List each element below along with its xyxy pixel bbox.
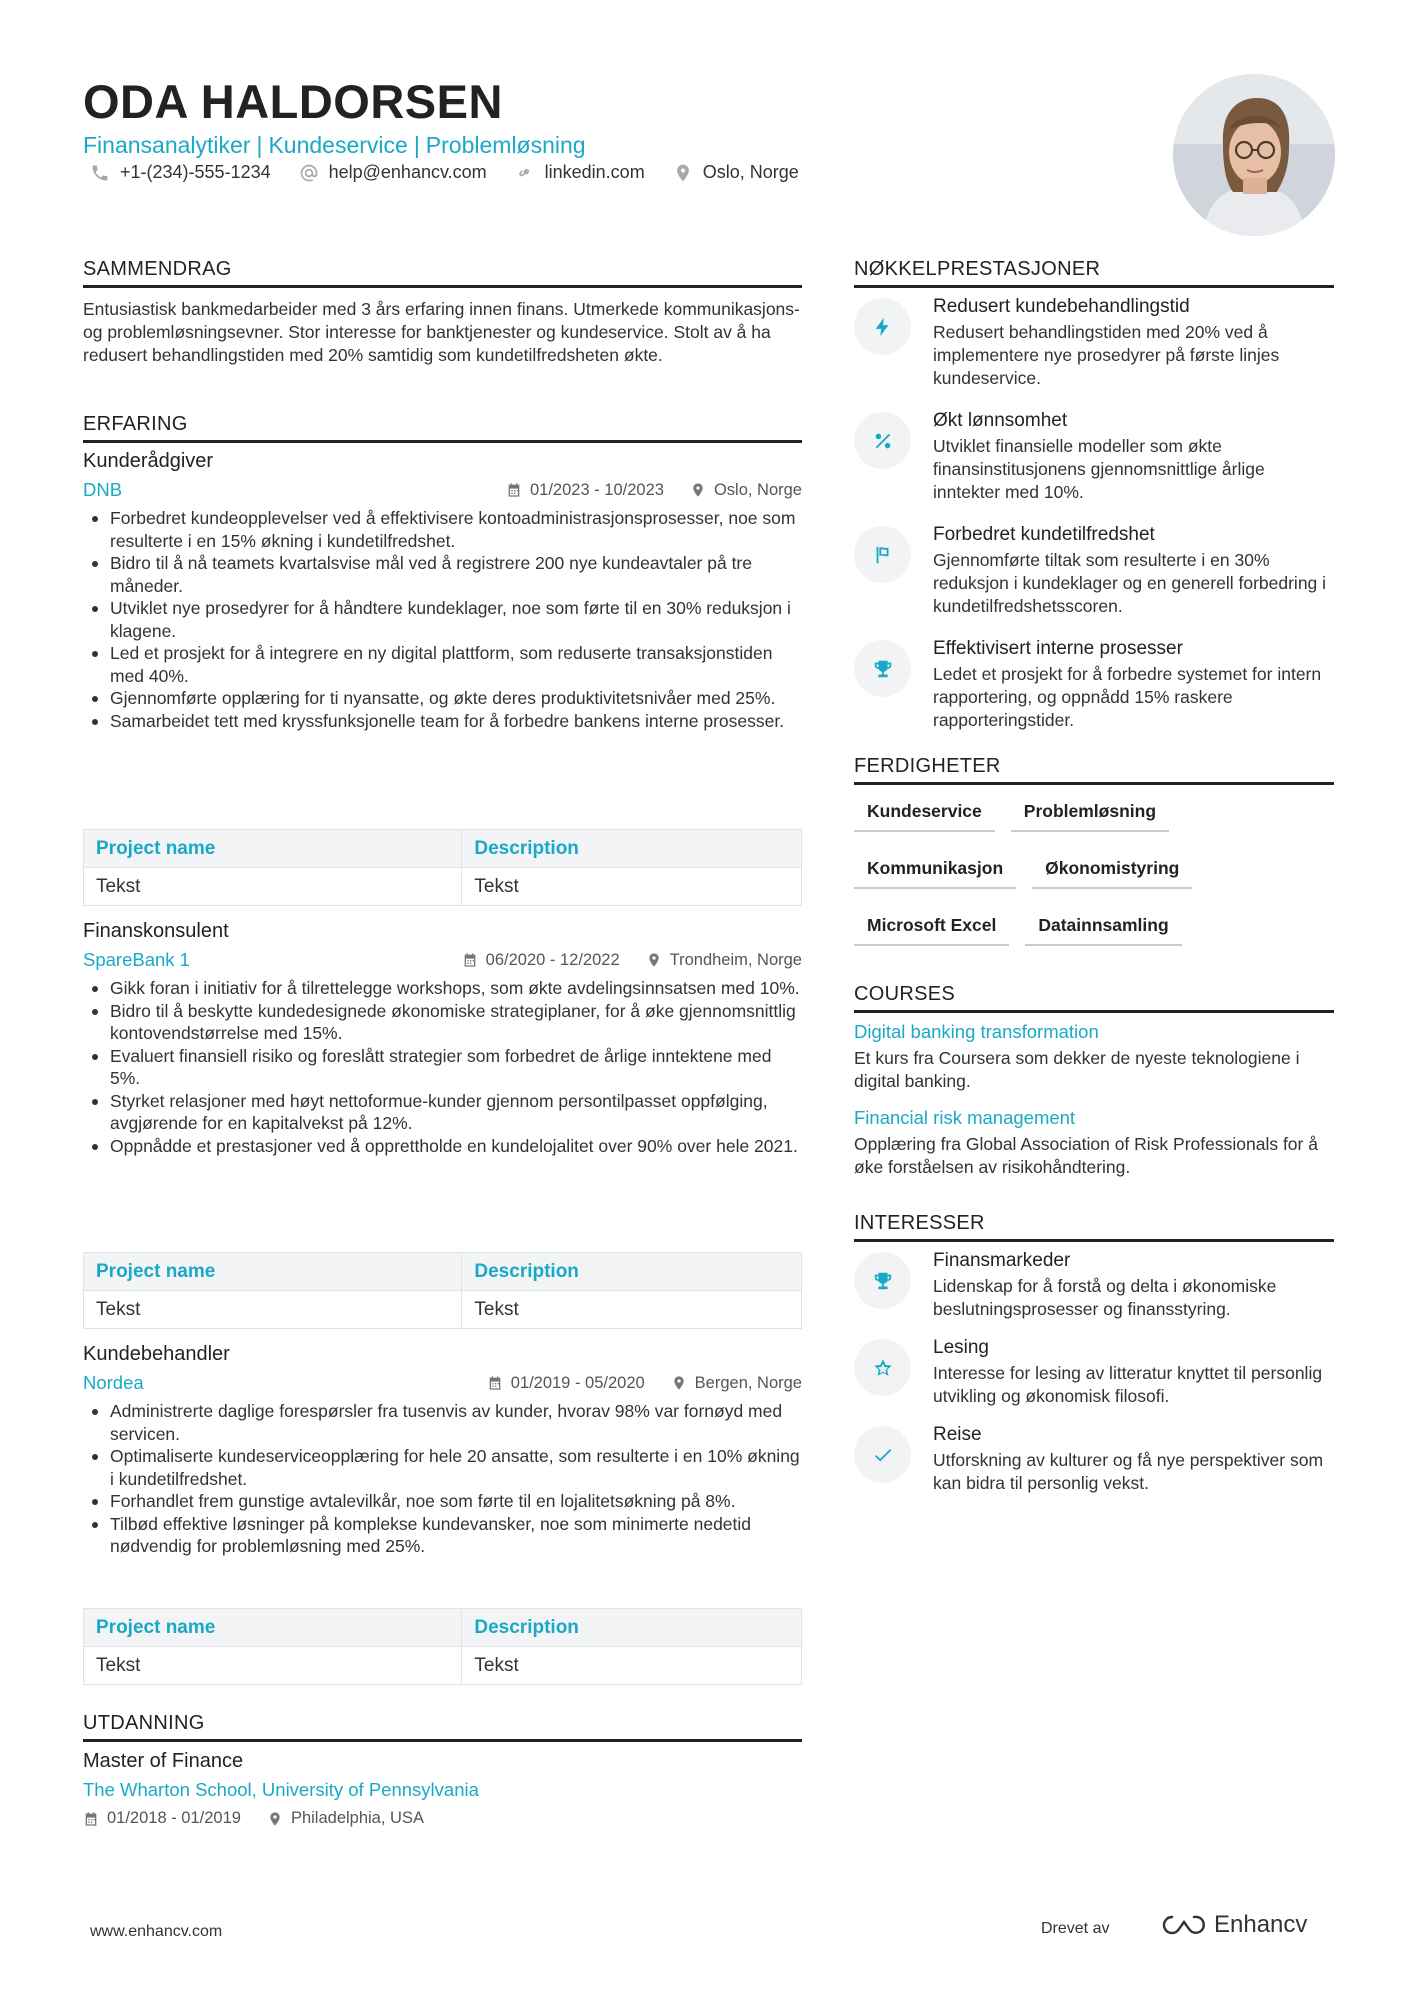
job-entry [83,450,802,732]
description-cell: Tekst [462,1291,802,1329]
description-header: Description [462,830,802,868]
star-icon [854,1339,911,1396]
enhancv-logo-text: Enhancv [1214,1911,1308,1938]
description-cell: Tekst [462,868,802,906]
job-bullet: Forbedret kundeopplevelser ved å effektivisere kontoadministrasjonsprosesser, noe som resulterte i en 15% økning i kundetilfredshet. [83,507,802,552]
achievement-title: Forbedret kundetilfredshet [933,524,1155,545]
achievement-desc: Ledet et prosjekt for å forbedre systemet for intern rapportering, og oppnådd 15% raskere rapporteringstider. [933,664,1322,730]
job-bullet: Led et prosjekt for å integrere en ny digital plattform, som reduserte transaksjonstiden med 40%. [83,642,802,687]
company-name[interactable]: SpareBank 1 [83,949,190,970]
job-bullet: Tilbød effektive løsninger på komplekse kundevansker, noe som minimerte nedetid nødvendig for problemløsning med 25%. [83,1513,802,1558]
description-cell: Tekst [462,1647,802,1685]
interest-item [854,1250,1334,1321]
achievement-item [854,524,1334,618]
calendar-icon [487,1375,503,1391]
footer-powered-by: Drevet av [1041,1920,1110,1937]
job-dates: 06/2020 - 12/2022 [485,950,620,969]
project-table [83,1608,802,1685]
section-title-interests: INTERESSER [854,1212,1334,1242]
skill-tag: Microsoft Excel [854,903,1009,946]
job-bullet: Gjennomførte opplæring for ti nyansatte, og økte deres produktivitetsnivåer med 25%. [83,687,802,710]
section-title-education: UTDANNING [83,1712,802,1742]
achievement-item [854,296,1334,390]
contact-bar [90,162,799,183]
achievement-title: Redusert kundebehandlingstid [933,296,1190,317]
course-desc: Et kurs fra Coursera som dekker de nyeste teknologiene i digital banking. [854,1048,1300,1091]
interest-desc: Utforskning av kulturer og få nye perspektiver som kan bidra til personlig vekst. [933,1450,1324,1493]
headline-separator: | [256,132,263,158]
phone-text: +1-(234)-555-1234 [120,162,271,182]
skill-tag: Kundeservice [854,789,995,832]
candidate-name: ODA HALDORSEN [83,75,503,128]
achievement-item [854,638,1334,732]
school-name[interactable]: The Wharton School, University of Pennsylvania [83,1779,479,1800]
project-name-header: Project name [84,830,462,868]
job-bullet: Bidro til å beskytte kundedesignede økonomiske strategiplaner, for å øke gjennomsnittlig kontovendstørrelse med 15%. [83,1000,802,1045]
project-name-cell: Tekst [84,1647,462,1685]
trophy-icon [854,1252,911,1309]
job-title: Kundebehandler [83,1343,230,1365]
location-pin-icon [671,1375,687,1391]
interest-item [854,1424,1334,1495]
job-bullet: Utviklet nye prosedyrer for å håndtere kundeklager, noe som førte til en 30% reduksjon i klagene. [83,597,802,642]
job-entry [83,1343,802,1558]
interest-item [854,1337,1334,1408]
description-header: Description [462,1609,802,1647]
contact-linkedin[interactable] [515,162,645,183]
interest-desc: Interesse for lesing av litteratur knyttet til personlig utvikling og økonomisk filosofi. [933,1363,1323,1406]
skill-tag: Kommunikasjon [854,846,1016,889]
experience-section [83,413,802,443]
summary-section [83,258,802,367]
course-title[interactable]: Financial risk management [854,1107,1076,1128]
courses-section [854,983,1334,1179]
section-title-achievements: NØKKELPRESTASJONER [854,258,1334,288]
trophy-icon [854,640,911,697]
achievement-desc: Gjennomførte tiltak som resulterte i en 30% reduksjon i kundeklager og en generell forbedring i kundetilfredshetsscoren. [933,550,1327,616]
job-bullet: Oppnådde et prestasjoner ved å opprettholde en kundelojalitet over 90% over hele 2021. [83,1135,802,1158]
location-text: Oslo, Norge [702,162,799,182]
contact-location [673,162,799,183]
achievements-section [854,258,1334,732]
phone-icon [90,163,110,183]
company-name[interactable]: DNB [83,479,123,500]
enhancv-logo-icon [1160,1913,1206,1937]
education-location: Philadelphia, USA [290,1809,424,1827]
achievement-desc: Redusert behandlingstiden med 20% ved å implementere nye prosedyrer på første linjes kundeservice. [933,322,1280,388]
job-dates: 01/2023 - 10/2023 [530,480,664,499]
headline-role-1: Finansanalytiker [83,132,251,158]
job-bullet: Bidro til å nå teamets kvartalsvise mål ved å registrere 200 nye kundeavtaler på tre måneder. [83,552,802,597]
skills-section [854,755,1334,960]
location-pin-icon [267,1811,283,1827]
skill-tag: Datainnsamling [1025,903,1181,946]
achievement-item [854,410,1334,504]
linkedin-text: linkedin.com [544,162,645,182]
skill-tag: Problemløsning [1011,789,1169,832]
project-name-cell: Tekst [84,868,462,906]
project-name-header: Project name [84,1253,462,1291]
at-icon [299,163,319,183]
project-name-cell: Tekst [84,1291,462,1329]
email-text: help@enhancv.com [328,162,487,182]
project-name-header: Project name [84,1609,462,1647]
job-location: Bergen, Norge [694,1373,802,1392]
calendar-icon [506,482,522,498]
headline-separator: | [413,132,420,158]
interest-title: Reise [933,1424,982,1445]
calendar-icon [83,1811,99,1827]
bolt-icon [854,298,911,355]
job-bullet: Styrket relasjoner med høyt nettoformue-kunder gjennom persontilpasset oppfølging, avgjørende for en kapitalvekst på 12%. [83,1090,802,1135]
location-pin-icon [646,952,662,968]
education-section [83,1712,802,1828]
check-icon [854,1426,911,1483]
interest-title: Finansmarkeder [933,1250,1071,1271]
flag-icon [854,526,911,583]
enhancv-logo[interactable] [1160,1911,1307,1939]
achievement-title: Økt lønnsomhet [933,410,1068,431]
achievement-title: Effektivisert interne prosesser [933,638,1183,659]
section-title-courses: COURSES [854,983,1334,1013]
interest-desc: Lidenskap for å forstå og delta i økonomiske beslutningsprosesser og finansstyring. [933,1276,1277,1319]
calendar-icon [462,952,478,968]
summary-text: Entusiastisk bankmedarbeider med 3 års erfaring innen finans. Utmerkede kommunikasjons- og problemløsningsevner. Stor interesse for banktjenester og kundeservice. Stolt av å ha redusert behandlingstiden med 20% samtidig som kundetilfredsheten økte. [83,299,800,365]
job-dates: 01/2019 - 05/2020 [510,1373,645,1392]
contact-email[interactable] [299,162,487,183]
job-bullet: Evaluert finansiell risiko og foreslått strategier som forbedret de årlige inntektene med 5%. [83,1045,802,1090]
company-name[interactable]: Nordea [83,1372,144,1393]
avatar [1173,74,1335,236]
contact-phone[interactable] [90,162,271,183]
job-location: Oslo, Norge [713,480,802,499]
percent-icon [854,412,911,469]
avatar-photo [1173,74,1335,236]
job-entry [83,920,802,1157]
course-title[interactable]: Digital banking transformation [854,1021,1099,1042]
project-table [83,829,802,906]
location-pin-icon [690,482,706,498]
skill-tag: Økonomistyring [1032,846,1192,889]
job-location: Trondheim, Norge [669,950,802,969]
description-header: Description [462,1253,802,1291]
job-bullet: Forhandlet frem gunstige avtalevilkår, noe som førte til en lojalitetsøkning på 8%. [83,1490,802,1513]
job-bullet: Gikk foran i initiativ for å tilrettelegge workshops, som økte avdelingsinnsatsen med 10%. [83,977,802,1000]
degree-title: Master of Finance [83,1750,244,1772]
headline [83,132,586,159]
job-bullet: Samarbeidet tett med kryssfunksjonelle team for å forbedre bankens interne prosesser. [83,710,802,733]
course-desc: Opplæring fra Global Association of Risk Professionals for å øke forståelsen av risikohåndtering. [854,1134,1318,1177]
interest-title: Lesing [933,1337,989,1358]
section-title-skills: FERDIGHETER [854,755,1334,785]
headline-role-2: Kundeservice [268,132,408,158]
job-bullet: Optimaliserte kundeserviceopplæring for hele 20 ansatte, som resulterte i en 10% økning i kundetilfredshet. [83,1445,802,1490]
link-icon [515,163,535,183]
education-dates: 01/2018 - 01/2019 [107,1809,241,1827]
job-bullet: Administrerte daglige forespørsler fra tusenvis av kunder, hvorav 98% var fornøyd med servicen. [83,1400,802,1445]
achievement-desc: Utviklet finansielle modeller som økte finansinstitusjonens gjennomsnittlige årlige inntekter med 10%. [933,436,1265,502]
headline-role-3: Problemløsning [425,132,586,158]
footer-website-link[interactable]: www.enhancv.com [90,1923,223,1940]
job-title: Kunderådgiver [83,450,214,472]
project-table [83,1252,802,1329]
job-title: Finanskonsulent [83,920,229,942]
section-title-experience: ERFARING [83,413,802,443]
interests-section [854,1212,1334,1495]
section-title-summary: SAMMENDRAG [83,258,802,288]
location-pin-icon [673,163,693,183]
